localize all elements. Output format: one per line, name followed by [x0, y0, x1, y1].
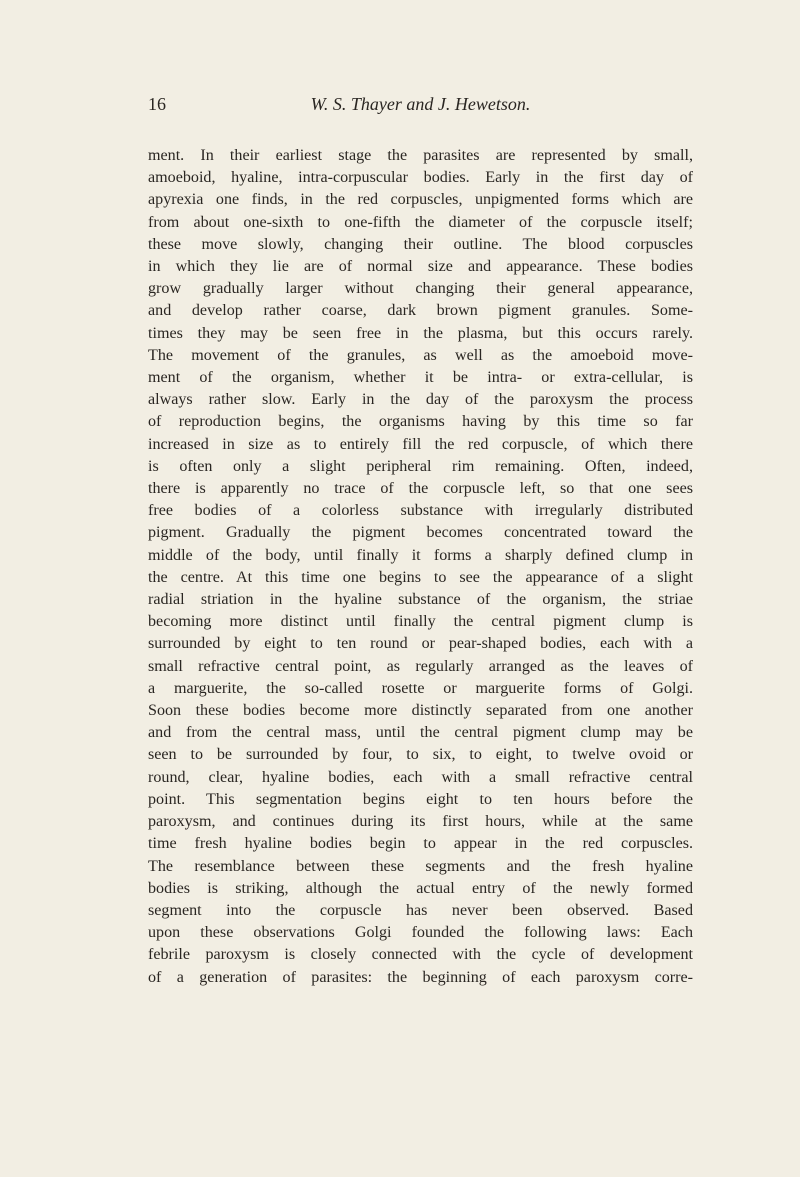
text-line: pigment. Gradually the pigment becomes concentrated toward the	[148, 524, 693, 542]
text-line: ment. In their earliest stage the parasites are represented by small,	[148, 147, 693, 164]
text-line: and develop rather coarse, dark brown pigment granules. Some-	[148, 302, 693, 320]
text-line: from about one-sixth to one-fifth the diameter of the corpuscle itself;	[148, 213, 693, 231]
text-line: febrile paroxysm is closely connected with the cycle of development	[148, 946, 693, 964]
page-number: 16	[148, 94, 166, 114]
text-line: small refractive central point, as regularly arranged as the leaves of	[148, 657, 693, 675]
text-line: there is apparently no trace of the corpuscle left, so that one sees	[148, 480, 693, 498]
text-line: and from the central mass, until the central pigment clump may be	[148, 724, 693, 742]
text-line: middle of the body, until finally it forms a sharply defined clump in	[148, 546, 693, 564]
text-line: increased in size as to entirely fill the red corpuscle, of which there	[148, 435, 693, 453]
text-line: seen to be surrounded by four, to six, to eight, to twelve ovoid or	[148, 746, 693, 764]
text-line: a marguerite, the so-called rosette or marguerite forms of Golgi.	[148, 679, 693, 697]
text-line: round, clear, hyaline bodies, each with a small refractive central	[148, 768, 693, 786]
text-line: point. This segmentation begins eight to ten hours before the	[148, 790, 693, 808]
text-line: always rather slow. Early in the day of the paroxysm the process	[148, 391, 693, 409]
text-line: apyrexia one finds, in the red corpuscles, unpigmented forms which are	[148, 191, 693, 209]
body-paragraph	[148, 145, 693, 989]
text-line: time fresh hyaline bodies begin to appear in the red corpuscles.	[148, 835, 693, 853]
text-line: Soon these bodies become more distinctly separated from one another	[148, 702, 693, 720]
text-line: radial striation in the hyaline substance of the organism, the striae	[148, 591, 693, 609]
text-line: of reproduction begins, the organisms having by this time so far	[148, 413, 693, 431]
text-line: times they may be seen free in the plasma, but this occurs rarely.	[148, 324, 693, 342]
text-line: amoeboid, hyaline, intra-corpuscular bodies. Early in the first day of	[148, 169, 693, 187]
text-line: is often only a slight peripheral rim remaining. Often, indeed,	[148, 457, 693, 475]
text-line: these move slowly, changing their outline. The blood corpuscles	[148, 235, 693, 253]
running-head: W. S. Thayer and J. Hewetson.	[310, 94, 531, 114]
text-line: paroxysm, and continues during its first hours, while at the same	[148, 813, 693, 831]
text-line: The resemblance between these segments and the fresh hyaline	[148, 857, 693, 875]
text-line: ment of the organism, whether it be intra- or extra-cellular, is	[148, 369, 693, 387]
page-header	[148, 92, 693, 116]
text-line: free bodies of a colorless substance with irregularly distributed	[148, 502, 693, 520]
text-line: bodies is striking, although the actual entry of the newly formed	[148, 879, 693, 897]
text-line: The movement of the granules, as well as the amoeboid move-	[148, 346, 693, 364]
text-line: surrounded by eight to ten round or pear-shaped bodies, each with a	[148, 635, 693, 653]
text-line: upon these observations Golgi founded the following laws: Each	[148, 924, 693, 942]
text-line: of a generation of parasites: the beginning of each paroxysm corre-	[148, 968, 693, 986]
text-line: segment into the corpuscle has never been observed. Based	[148, 901, 693, 919]
text-line: becoming more distinct until finally the central pigment clump is	[148, 613, 693, 631]
text-line: in which they lie are of normal size and appearance. These bodies	[148, 258, 693, 276]
text-line: the centre. At this time one begins to see the appearance of a slight	[148, 568, 693, 586]
text-line: grow gradually larger without changing their general appearance,	[148, 280, 693, 298]
